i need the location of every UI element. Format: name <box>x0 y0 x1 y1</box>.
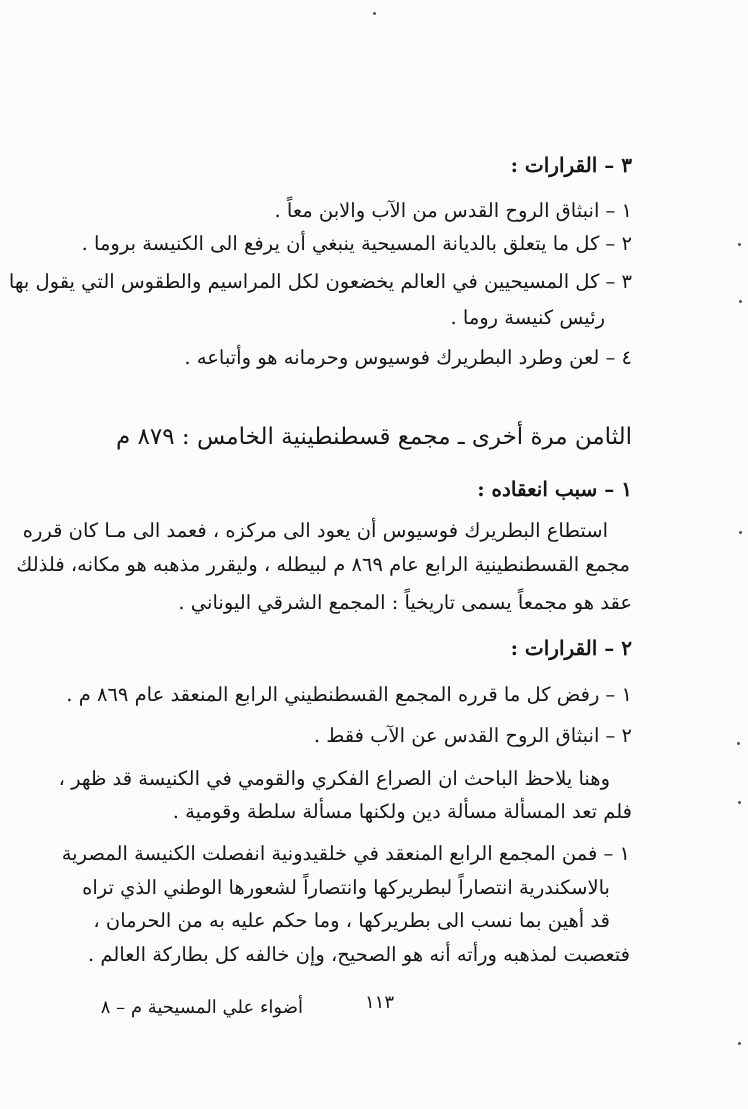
note-line-2: فلم تعد المسألة مسألة دين ولكنها مسألة سلطة وقومية . <box>172 800 632 823</box>
decision-item-1: ١ – انبثاق الروح القدس من الآب والابن معاً . <box>274 199 632 222</box>
decision-item-4: ٤ – لعن وطرد البطريرك فوسيوس وحرمانه هو وأتباعه . <box>184 346 632 369</box>
point-line-3: قد أهين بما نسب الى بطريركها ، وما حكم عليه به من الحرمان ، <box>93 909 610 932</box>
page-number: ١١٣ <box>365 992 395 1013</box>
scan-speck <box>739 531 742 534</box>
note-line-1: وهنا يلاحظ الباحث ان الصراع الفكري والقومي في الكنيسة قد ظهر ، <box>58 767 610 790</box>
council-decisions-heading: ٢ – القرارات : <box>510 636 632 660</box>
cause-heading: ١ – سبب انعقاده : <box>477 477 632 501</box>
point-line-2: بالاسكندرية انتصاراً لبطريركها وانتصاراً لشعورها الوطني الذي تراه <box>82 876 610 899</box>
scan-speck <box>739 300 742 303</box>
decision-item-2: ٢ – كل ما يتعلق بالديانة المسيحية ينبغي أن يرفع الى الكنيسة بروما . <box>81 232 632 255</box>
council-title: الثامن مرة أخرى ـ مجمع قسطنطينية الخامس : ٨٧٩ م <box>115 424 633 450</box>
point-line-4: فتعصبت لمذهبه ورأته أنه هو الصحيح، وإن خالفه كل بطاركة العالم . <box>87 943 630 966</box>
decision-item-3-continued: رئيس كنيسة روما . <box>450 306 605 329</box>
scan-speck <box>738 243 741 246</box>
cause-line-2: مجمع القسطنطينية الرابع عام ٨٦٩ م لبيطله ، وليقرر مذهبه هو مكانه، فلذلك <box>16 553 630 576</box>
scan-speck <box>738 1042 741 1045</box>
council-decision-2: ٢ – انبثاق الروح القدس عن الآب فقط . <box>313 724 632 747</box>
section-heading-decisions: ٣ – القرارات : <box>510 153 632 177</box>
point-line-1: ١ – فمن المجمع الرابع المنعقد في خلقيدونية انفصلت الكنيسة المصرية <box>61 842 630 865</box>
cause-line-3: عقد هو مجمعاً يسمى تاريخياً : المجمع الشرقي اليوناني . <box>178 591 632 614</box>
cause-line-1: استطاع البطريرك فوسيوس أن يعود الى مركزه ، فعمد الى مـا كان قرره <box>22 519 608 542</box>
scan-speck <box>738 801 741 804</box>
scan-speck <box>373 12 376 15</box>
council-decision-1: ١ – رفض كل ما قرره المجمع القسطنطيني الرابع المنعقد عام ٨٦٩ م . <box>66 683 632 706</box>
running-title: أضواء علي المسيحية م – ٨ <box>100 997 303 1018</box>
scan-speck <box>737 742 740 745</box>
decision-item-3: ٣ – كل المسيحيين في العالم يخضعون لكل المراسيم والطقوس التي يقول بها <box>8 270 632 293</box>
